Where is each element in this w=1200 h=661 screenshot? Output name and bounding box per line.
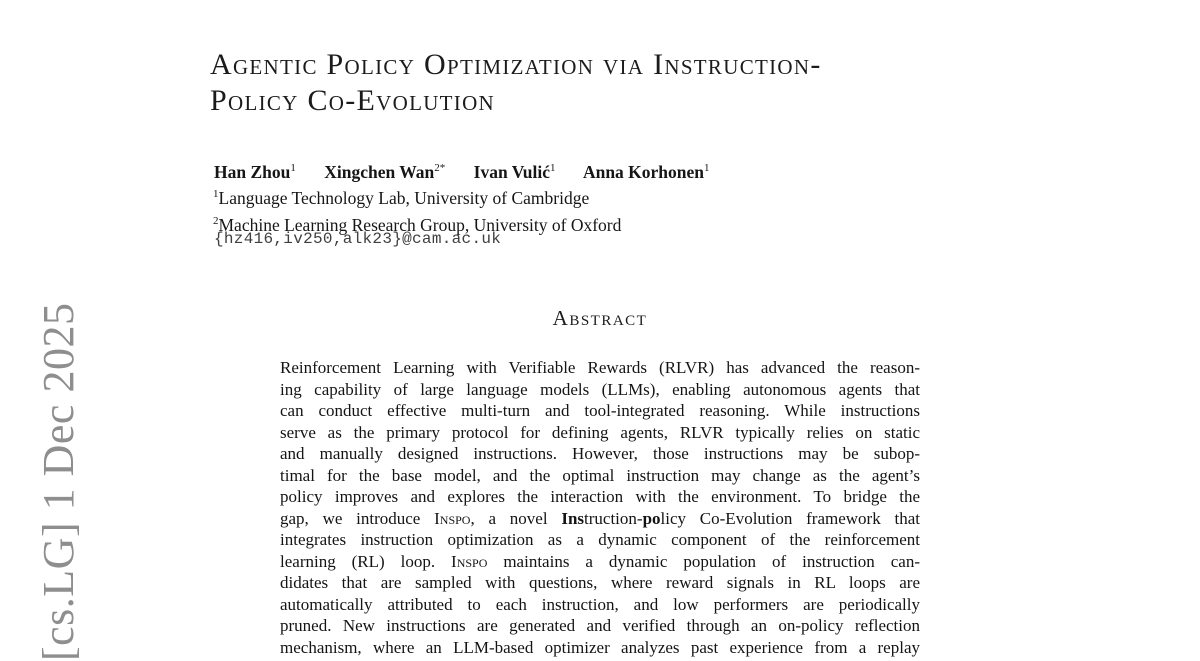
author-affil-mark: 1 bbox=[704, 162, 710, 174]
abstract-line: and manually designed instructions. However, those instructions may be subop- bbox=[280, 444, 920, 463]
author-line bbox=[214, 157, 734, 183]
abstract-line: can conduct effective multi-turn and tool-integrated reasoning. While instructions bbox=[280, 401, 920, 420]
author-anna-korhonen: Anna Korhonen$^1$ bbox=[582, 161, 710, 182]
affiliation-cambridge: $^1$Language Technology Lab, University of Cambridge bbox=[213, 187, 590, 208]
affiliation-oxford: $^2$Machine Learning Research Group, University of Oxford bbox=[213, 214, 622, 235]
abstract-line: ing capability of large language models (LLMs), enabling autonomous agents that bbox=[280, 379, 920, 399]
abstract-line: policy improves and explores the interaction with the environment. To bridge the bbox=[280, 487, 920, 506]
abstract-line: integrates instruction optimization as a dynamic component of the reinforcement bbox=[280, 530, 920, 549]
affiliations bbox=[213, 183, 621, 237]
abstract-line: serve as the primary protocol for defining agents, RLVR typically relies on static bbox=[280, 422, 920, 442]
paper-title bbox=[210, 47, 822, 119]
author-ivan-vulic: Ivan Vulić$^1$ bbox=[473, 161, 556, 182]
abstract-line: Reinforcement Learning with Verifiable Rewards (RLVR) has advanced the reason- bbox=[280, 358, 920, 377]
abstract-line: automatically attributed to each instruction, and low performers are periodically bbox=[280, 594, 920, 614]
abstract-line: pruned. New instructions are generated and verified through an on-policy reflection bbox=[280, 616, 920, 635]
abstract-line: mechanism, where an LLM-based optimizer analyzes past experience from a replay bbox=[280, 637, 920, 657]
contact-email: {hz416,iv250,alk23}@cam.ac.uk bbox=[214, 230, 502, 248]
abstract-body bbox=[280, 357, 920, 658]
abstract-line: timal for the base model, and the optimal instruction may change as the agent’s bbox=[280, 465, 920, 485]
author-xingchen-wan: Xingchen Wan$^{2*}$ bbox=[324, 161, 446, 182]
author-affil-mark: 1 bbox=[290, 162, 296, 174]
paper-title-line2: Policy Co-Evolution bbox=[210, 84, 496, 117]
abstract-line: gap, we introduce Inspo, a novel Instruction-policy Co-Evolution framework that bbox=[280, 508, 920, 528]
arxiv-watermark: [cs.LG] 1 Dec 2025 bbox=[34, 302, 83, 661]
author-han-zhou: Han Zhou$^1$ bbox=[214, 161, 296, 182]
author-affil-mark: 1 bbox=[550, 162, 556, 174]
abstract-line: didates that are sampled with questions, where reward signals in RL loops are bbox=[280, 573, 920, 592]
abstract-line: learning (RL) loop. Inspo maintains a dynamic population of instruction can- bbox=[280, 551, 920, 571]
author-affil-mark: 2* bbox=[434, 162, 446, 174]
abstract-heading: Abstract bbox=[552, 306, 648, 330]
paper-title-line1: Agentic Policy Optimization via Instruction- bbox=[210, 48, 822, 81]
